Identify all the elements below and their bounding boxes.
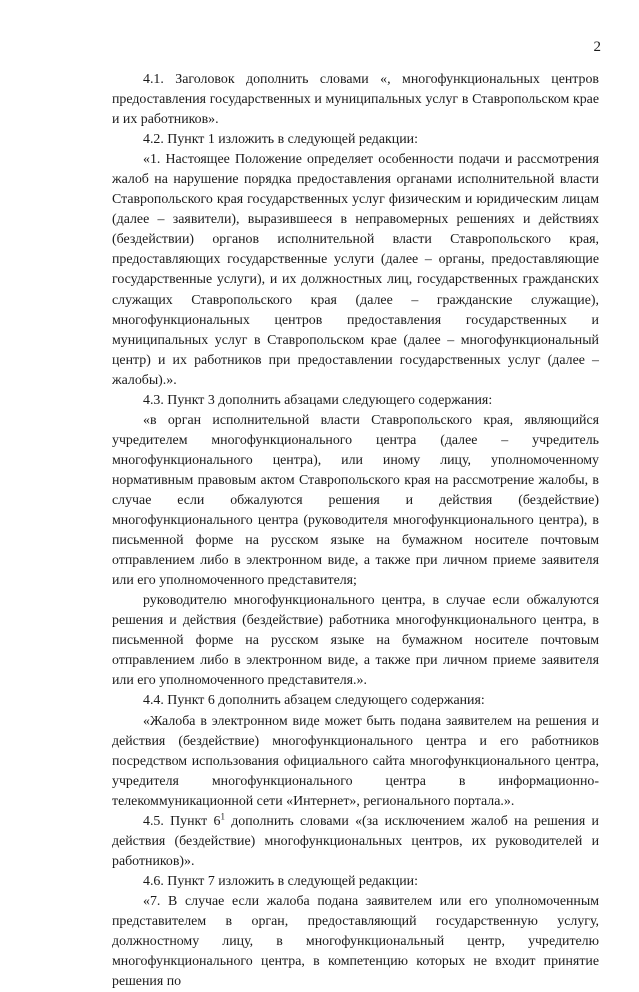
paragraph-4-3-quote-1: «в орган исполнительной власти Ставропольского края, являющийся учредителем многофункционального центра (далее – учредитель многофункционального центра), или иному лицу, уполномоченному нормативным правовым актом Ставропольского края на рассмотрение жалобы, в случае если обжалуются решения и действия (бездействие) многофункционального центра (руководителя многофункционального центра), в письменной форме на русском языке на бумажном носителе почтовым отправлением либо в электронном виде, а также при личном приеме заявителя или его уполномоченного представителя; xyxy=(112,412,599,589)
paragraph-4-4-quote: «Жалоба в электронном виде может быть подана заявителем на решения и действия (бездействие) многофункционального центра и его работников посредством использования официального сайта многофункционального центра, учредителя многофункционального центра в информационно-телекоммуникационной сети «Интернет», регионального портала.». xyxy=(112,713,599,809)
paragraph-4-5-superscript: 1 xyxy=(220,811,225,822)
page-number: 2 xyxy=(593,39,601,55)
paragraph-4-6: 4.6. Пункт 7 изложить в следующей редакции: xyxy=(143,873,418,889)
paragraph-4-1: 4.1. Заголовок дополнить словами «, многофункциональных центров предоставления государственных и муниципальных услуг в Ставропольском крае и их работников». xyxy=(112,72,599,128)
paragraph-4-3: 4.3. Пункт 3 дополнить абзацами следующего содержания: xyxy=(143,392,493,408)
paragraph-4-2: 4.2. Пункт 1 изложить в следующей редакции: xyxy=(143,132,418,148)
paragraph-4-2-quote: «1. Настоящее Положение определяет особенности подачи и рассмотрения жалоб на нарушение порядка предоставления органами исполнительной власти Ставропольского края государственных услуг физическим и юридическим лицам (далее – заявители), выразившееся в неправомерных решениях и действиях (бездействии) органов исполнительной власти Ставропольского края, предоставляющих государственные услуги (далее – органы, предоставляющие государственные услуги), и их должностных лиц, государственных гражданских служащих Ставропольского края (далее – гражданские служащие), многофункциональных центров предоставления государственных и муниципальных услуг в Ставропольском крае (далее – многофункциональный центр) и их работников при предоставлении государственных услуг (далее – жалобы).». xyxy=(112,152,599,388)
document-body xyxy=(112,70,599,992)
paragraph-4-5-after: дополнить словами «(за исключением жалоб на решения и действия (бездействие) многофункциональных центров, их руководителей и работников)». xyxy=(112,813,599,869)
paragraph-4-5-before: 4.5. Пункт 6 xyxy=(143,813,221,829)
paragraph-4-4: 4.4. Пункт 6 дополнить абзацем следующего содержания: xyxy=(143,693,485,709)
paragraph-4-6-quote: «7. В случае если жалоба подана заявителем или его уполномоченным представителем в орган, предоставляющий государственную услугу, должностному лицу, в многофункциональный центр, учредителю многофункционального центра, в компетенцию которых не входит принятие решения по xyxy=(112,893,599,990)
paragraph-4-5 xyxy=(112,812,599,872)
paragraph-4-3-quote-2: руководителю многофункционального центра, в случае если обжалуются решения и действия (бездействие) работника многофункционального центра, в письменной форме на русском языке на бумажном носителе почтовым отправлением либо в электронном виде, а также при личном приеме заявителя или его уполномоченного представителя.». xyxy=(112,593,599,689)
